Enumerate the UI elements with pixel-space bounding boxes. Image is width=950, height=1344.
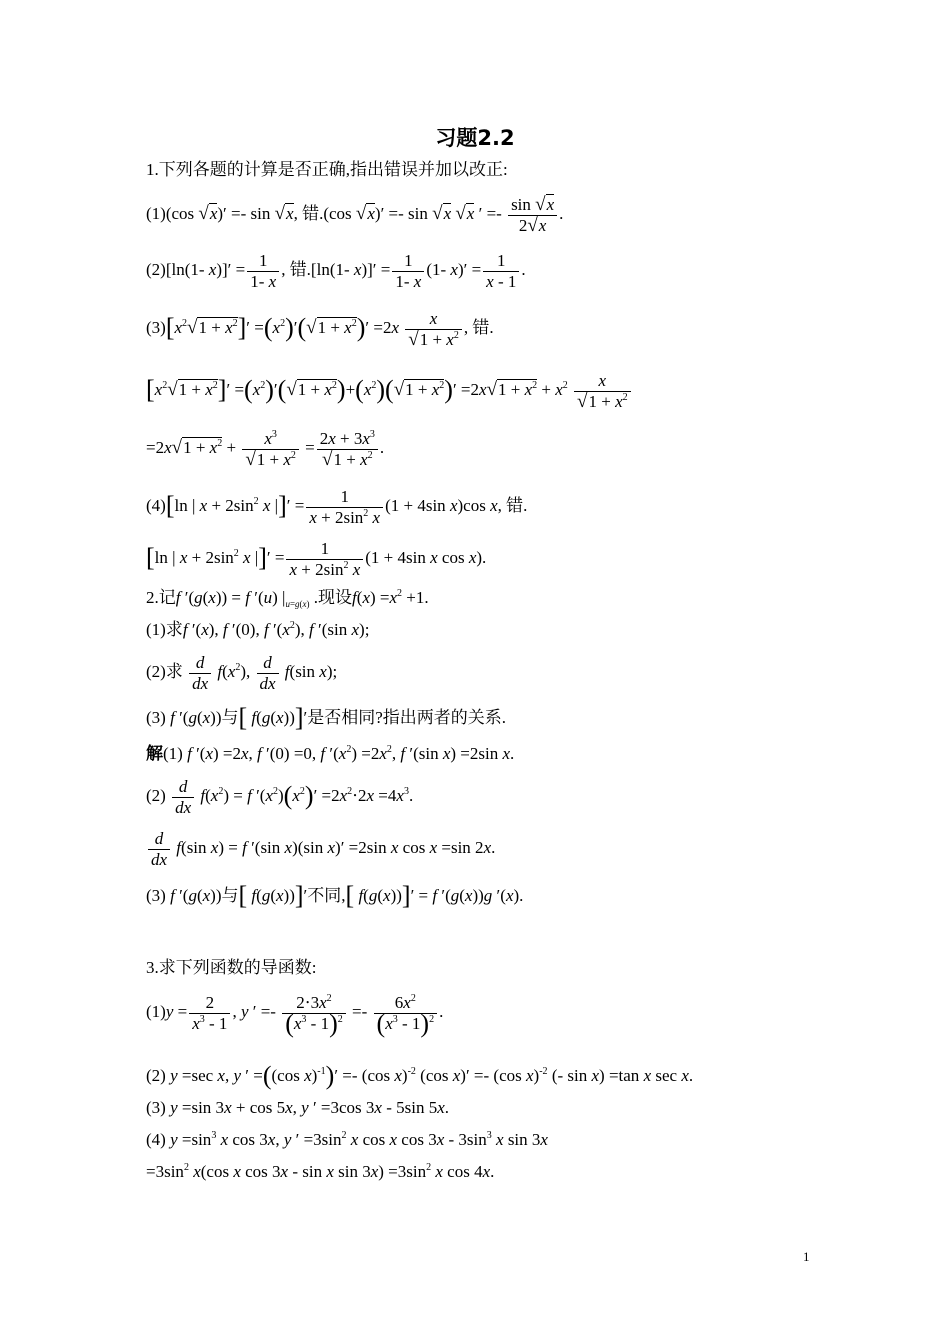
line-q1-1: (1)(cos √x)′ =- sin √x, 错.(cos √x)′ =- sin √x √x ′ =- $\frac{\sin √x}{2√x}$ . xyxy=(146,193,564,236)
line-q3-1: (1)y = $\frac{2}{x^3 - 1}$ , y ′ =- $\frac{2\cdot 3x^2}{(x^3 - 1)^2}$ =- $\frac{6x^2}{(x^3 - 1)^2}$ . xyxy=(146,992,444,1038)
line-q2-1: (1)求f ′(x), f ′(0), f $'(x^2)$, f ′(sin x); xyxy=(146,620,370,639)
line-q1-prompt: 1.下列各题的计算是否正确,指出错误并加以改正: xyxy=(146,160,508,179)
line-s2-1: 解(1) f ′(x) =2x, f ′(0) =0, f $'(x^2) =2x^2$, f ′(sin x) =2sin x. xyxy=(146,744,515,763)
line-s2-2a: (2) $\frac{d}{dx}$ $f(x^2) = f$ $'(x^2)(x^2)' =2x^2\cdot 2x =4x^3$. xyxy=(146,776,414,817)
line-q2-prompt: 2.记f ′(g(x)) = f ′(u) $|_{u=g(x)}$ .现设$f(x) =x^2 +1$. xyxy=(146,588,429,609)
line-q1-3a: $(3)[x^2√1 + x^2]' =(x^2)'(√1 + x^2)' =2x$ $\frac{x}{√1 + x^2}$ , 错. xyxy=(146,308,494,350)
line-q1-3b: $[x^2√1 + x^2]' =(x^2)'(√1 + x^2)+(x^2)(√1 + x^2)' =2x√1 + x^2 + x^2$ $\frac{x}{√1 + x^2}$ xyxy=(146,368,633,412)
page-title: 习题2.2 xyxy=(435,126,515,150)
line-s2-2b: $\frac{d}{dx}$ f(sin x) = f ′(sin x)(sin x)′ =2sin x cos x =sin 2x. xyxy=(146,826,495,870)
line-q3-4a: (4) $y =\sin^3$ x cos 3x, y ′ $=3\sin^2$ x cos x $\cos 3x - 3\sin^3$ x sin 3x xyxy=(146,1130,548,1149)
line-q3-4b: $=3\sin^2$ x(cos x cos 3x - sin x $\sin 3x) =3\sin^2$ x cos 4x. xyxy=(146,1162,495,1181)
line-q2-3: (3) f ′(g(x))与[ f(g(x))]′是否相同?指出两者的关系. xyxy=(146,703,507,732)
line-q2-2: (2)求 $\frac{d}{dx}$ $f(x^2)$, $\frac{d}{dx}$ f(sin x); xyxy=(146,652,338,693)
line-q3-prompt: 3.求下列函数的导函数: xyxy=(146,958,317,977)
line-q3-3: (3) y =sin 3x + cos 5x, y ′ =3cos 3x - 5sin 5x. xyxy=(146,1098,450,1117)
line-q3-2: (2) y =sec x, y ′ =((cos x)$^{-1}$)′ =- (cos x)$^{-2}$ (cos x)′ =- (cos x)$^{-2}$ (- sin x) =tan x sec x. xyxy=(146,1061,694,1090)
page-number: 1 xyxy=(803,1249,810,1264)
line-q1-3c: $=2x√1 + x^2$ + $\frac{x^3}{√1 + x^2}$ = $\frac{2x + 3x^3}{√1 + x^2}$ . xyxy=(146,428,385,470)
line-q1-4b: [ln | $x + 2\sin^2$ x |]′ = $\frac{1}{x + 2\sin^2 x}$ (1 + 4sin x cos x). xyxy=(146,538,487,579)
line-s2-3: (3) f ′(g(x))与[ f(g(x))]′不同,[ f(g(x))]′ = f ′(g(x))g ′(x). xyxy=(146,881,524,910)
line-q1-4a: (4)[ln | $x + 2\sin^2$ x |]′ = $\frac{1}{x + 2\sin^2 x}$ (1 + 4sin x)cos x, 错. xyxy=(146,486,528,527)
line-q1-2: (2)[ln(1- x)]′ = $\frac{1}{1- x}$ , 错.[ln(1- x)]′ = $\frac{1}{1- x}$ (1- x)′ = $\frac{1}{x - 1}$ . xyxy=(146,250,526,291)
